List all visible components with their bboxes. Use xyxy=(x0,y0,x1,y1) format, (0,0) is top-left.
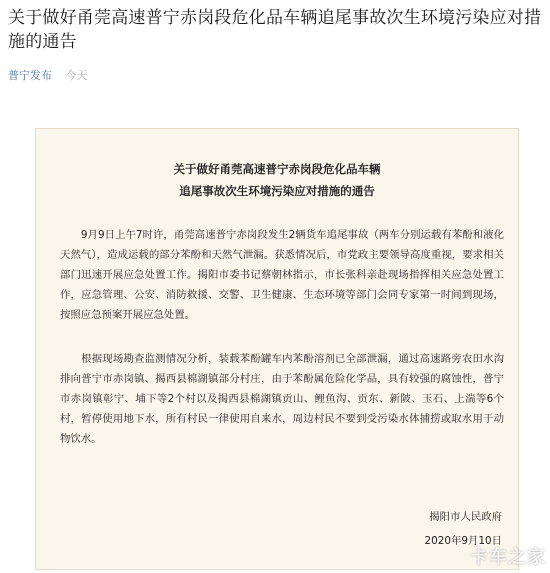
notice-title-line2: 追尾事故次生环境污染应对措施的通告 xyxy=(179,184,375,198)
notice-paragraph-1: 9月9日上午7时许，甬莞高速普宁赤岗段发生2辆货车追尾事故（两车分别运载有苯酚和液化天然气），造成运载的部分苯酚和天然气泄漏。获悉情况后，市党政主要领导高度重视，要求相关部门迅速开展应急处置工作。揭阳市委书记蔡朝林指示，市长张科亲赴现场指挥相关应急处置工作，应急管理、公安、消防救援、交警、卫生健康、生态环境等部门会同专家第一时间到现场，按照应急预案开展应急处置。 xyxy=(60,229,504,321)
watermark-logo xyxy=(470,543,546,569)
watermark-text: 卡车之家 xyxy=(470,547,546,568)
notice-title-line1: 关于做好甬莞高速普宁赤岗段危化品车辆 xyxy=(173,162,381,176)
article-meta xyxy=(8,67,88,83)
notice-paragraph-2: 根据现场勘查监测情况分析，装载苯酚罐车内苯酚溶剂已全部泄漏，通过高速路旁农田水沟排向普宁市赤岗镇、揭西县棉湖镇部分村庄，由于苯酚属危险化学品，具有较强的腐蚀性，普宁市赤岗镇彰宁、埔下等2个村以及揭西县棉湖镇贡山、鲤鱼沟、贡东、新陂、玉石、上湍等6个村，暂停使用地下水，所有村民一律使用自来水，周边村民不要到受污染水体捕捞或取水用于动物饮水。 xyxy=(60,353,504,445)
notice-signer: 揭阳市人民政府 xyxy=(429,511,502,523)
notice-date: 2020年9月10日 xyxy=(424,535,502,547)
article-title: 关于做好甬莞高速普宁赤岗段危化品车辆追尾事故次生环境污染应对措施的通告 xyxy=(8,8,542,52)
publish-time: 今天 xyxy=(65,69,88,82)
source-link[interactable]: 普宁发布 xyxy=(8,69,52,82)
notice-document-image xyxy=(35,128,519,570)
